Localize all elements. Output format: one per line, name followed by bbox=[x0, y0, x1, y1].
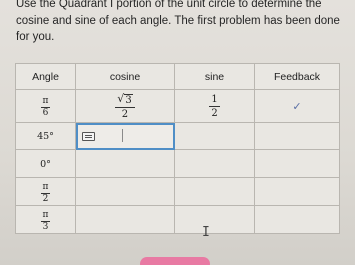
angle-fraction: $\frac{\pi}{3}$ bbox=[42, 209, 49, 232]
header-angle: Angle bbox=[16, 64, 76, 90]
angle-cell bbox=[16, 206, 76, 234]
sine-input[interactable] bbox=[175, 150, 255, 178]
angle-cell: 45° bbox=[16, 123, 76, 150]
instructions-text: Use the Quadrant I portion of the unit circle to determine the cosine and sine of each angle. The first problem has been done for you. bbox=[16, 0, 340, 43]
header-cosine: cosine bbox=[76, 64, 175, 90]
text-caret bbox=[122, 129, 123, 142]
header-feedback: Feedback bbox=[255, 64, 340, 90]
feedback-cell bbox=[255, 90, 340, 123]
cosine-input[interactable] bbox=[76, 150, 175, 178]
angle-cell bbox=[16, 90, 76, 123]
sine-input[interactable] bbox=[175, 206, 255, 234]
table-row bbox=[16, 90, 340, 123]
hint-button[interactable] bbox=[140, 257, 210, 265]
cosine-fraction: √ 3 2 bbox=[115, 93, 134, 120]
table-row bbox=[16, 150, 340, 178]
table-header-row bbox=[16, 64, 340, 90]
table-row bbox=[16, 123, 340, 150]
cosine-answer-cell[interactable] bbox=[76, 90, 175, 123]
table-row bbox=[16, 178, 340, 206]
header-sine: sine bbox=[175, 64, 255, 90]
keyboard-icon[interactable] bbox=[82, 132, 95, 141]
angle-fraction: $\frac{\pi}{6}$ bbox=[42, 96, 49, 118]
table-row bbox=[16, 206, 340, 234]
cosine-input[interactable] bbox=[76, 206, 175, 234]
feedback-cell bbox=[255, 123, 340, 150]
sine-answer-cell[interactable] bbox=[175, 90, 255, 123]
feedback-cell bbox=[255, 150, 340, 178]
sine-input[interactable] bbox=[175, 123, 255, 150]
angle-fraction: $\frac{\pi}{2}$ bbox=[42, 181, 49, 204]
unit-circle-table bbox=[15, 63, 340, 234]
cosine-input[interactable] bbox=[76, 123, 175, 150]
angle-cell: 0° bbox=[16, 150, 76, 178]
angle-cell bbox=[16, 178, 76, 206]
sine-input[interactable] bbox=[175, 178, 255, 206]
checkmark-icon: ✓ bbox=[292, 100, 302, 113]
feedback-cell bbox=[255, 206, 340, 234]
feedback-cell bbox=[255, 178, 340, 206]
sine-fraction: $\frac{1}{2}$ bbox=[211, 94, 218, 119]
text-cursor-icon: I bbox=[202, 225, 210, 240]
cosine-input[interactable] bbox=[76, 178, 175, 206]
